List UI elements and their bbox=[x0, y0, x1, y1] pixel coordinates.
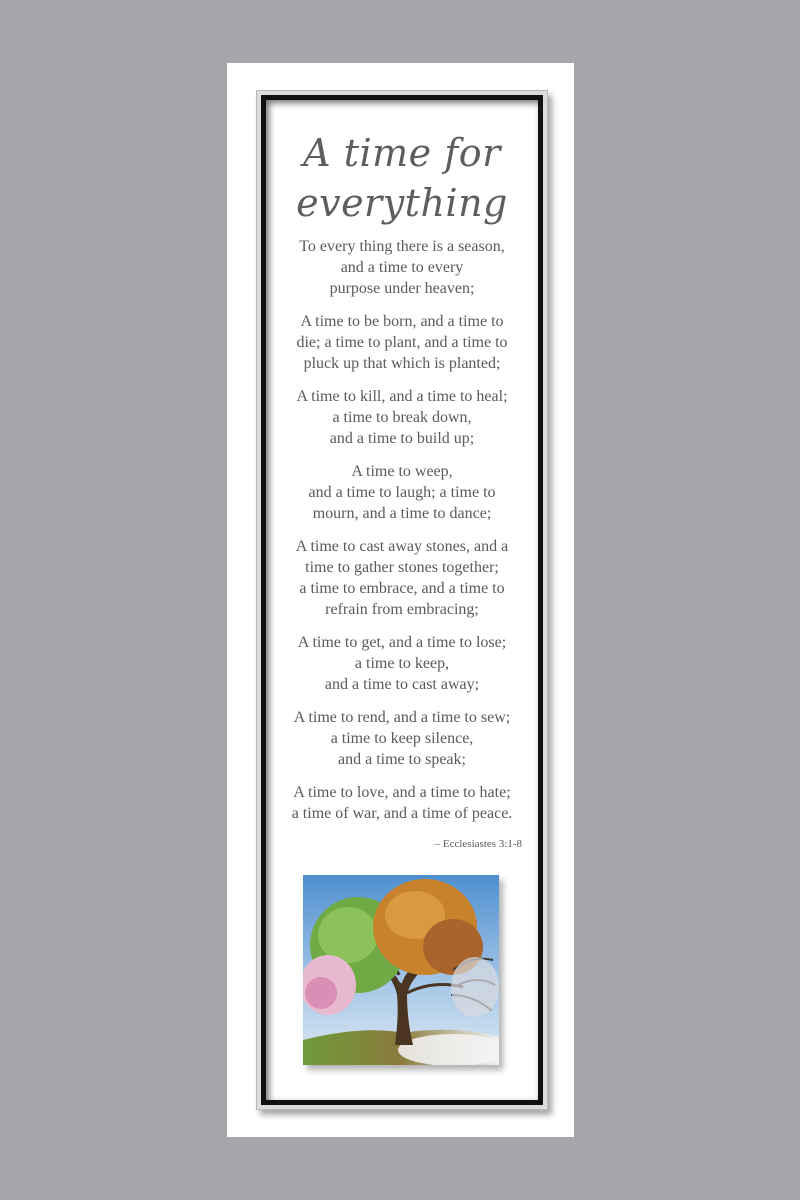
bookmark-card bbox=[227, 63, 574, 1137]
frame-border bbox=[261, 95, 543, 1105]
verse-line: a time to keep silence, bbox=[330, 730, 474, 747]
verse-line: a time of war, and a time of peace. bbox=[291, 805, 513, 822]
verse-line: and a time to build up; bbox=[329, 430, 475, 447]
verse-stanza bbox=[274, 782, 530, 824]
bookmark-panel bbox=[266, 100, 538, 1100]
verse-line: pluck up that which is planted; bbox=[303, 355, 501, 372]
verse-line: A time to rend, and a time to sew; bbox=[293, 709, 511, 726]
verse-line: A time to be born, and a time to bbox=[300, 313, 504, 330]
verse-line: A time to kill, and a time to heal; bbox=[296, 388, 508, 405]
verse-body bbox=[274, 236, 530, 836]
verse-line: A time to love, and a time to hate; bbox=[293, 784, 511, 801]
title-line-2: everything bbox=[296, 181, 508, 225]
verse-line: a time to break down, bbox=[332, 409, 472, 426]
bookmark-frame bbox=[256, 90, 548, 1110]
verse-line: A time to cast away stones, and a bbox=[295, 538, 509, 555]
verse-line: To every thing there is a season, bbox=[299, 238, 505, 255]
four-seasons-tree-icon bbox=[303, 875, 499, 1065]
scripture-citation: – Ecclesiastes 3:1-8 bbox=[434, 838, 522, 850]
verse-line: and a time to cast away; bbox=[324, 676, 480, 693]
verse-line: and a time to laugh; a time to bbox=[308, 484, 496, 501]
bookmark-title bbox=[266, 128, 538, 228]
verse-line: time to gather stones together; bbox=[305, 559, 499, 576]
verse-line: a time to embrace, and a time to bbox=[299, 580, 505, 597]
verse-stanza bbox=[274, 536, 530, 620]
title-line-1: A time for bbox=[303, 131, 501, 175]
verse-line: refrain from embracing; bbox=[325, 601, 479, 618]
verse-stanza bbox=[274, 236, 530, 299]
verse-stanza bbox=[274, 461, 530, 524]
verse-line: A time to weep, bbox=[351, 463, 453, 480]
verse-line: a time to keep, bbox=[354, 655, 450, 672]
verse-line: mourn, and a time to dance; bbox=[312, 505, 492, 522]
verse-stanza bbox=[274, 632, 530, 695]
verse-stanza bbox=[274, 707, 530, 770]
verse-stanza bbox=[274, 311, 530, 374]
verse-line: A time to get, and a time to lose; bbox=[297, 634, 507, 651]
verse-stanza bbox=[274, 386, 530, 449]
verse-line: and a time to speak; bbox=[338, 751, 466, 768]
verse-line: die; a time to plant, and a time to bbox=[296, 334, 508, 351]
verse-line: and a time to every bbox=[340, 259, 464, 276]
verse-line: purpose under heaven; bbox=[329, 280, 475, 297]
